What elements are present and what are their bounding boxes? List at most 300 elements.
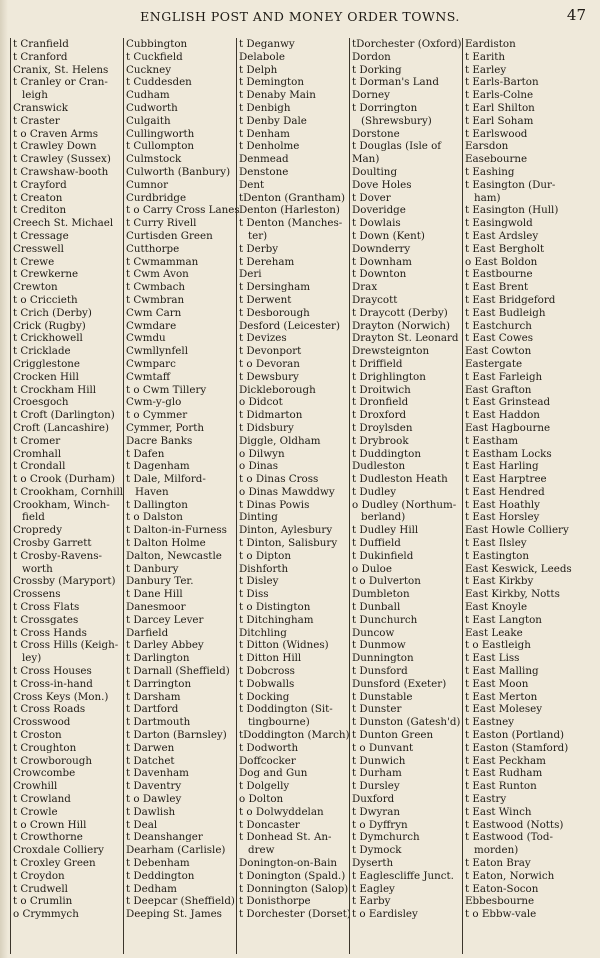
town-entry: t Croydon [13, 869, 65, 882]
town-entry: t Croft (Darlington) [13, 409, 115, 422]
town-entry: t Cranley or Cran- [13, 76, 108, 89]
town-entry: Dordon [352, 50, 391, 63]
town-entry: t Cross Hands [13, 626, 87, 639]
town-entry: t Dartford [126, 703, 179, 716]
town-entry: Dyserth [352, 857, 394, 869]
town-entry: t Croughton [13, 741, 77, 754]
town-entry: t Darcey Lever [126, 613, 204, 626]
town-entry: t Docking [239, 690, 290, 703]
town-entry: t Donington (Spald.) [239, 869, 346, 882]
town-entry: o East Boldon [465, 255, 538, 268]
town-entry: t Eaton, Norwich [465, 869, 555, 882]
town-entry: t Dereham [239, 255, 295, 268]
town-entry: t Easton (Portland) [465, 729, 565, 742]
town-entry: t East Liss [465, 652, 520, 665]
town-entry: t Crosby-Ravens- [13, 549, 103, 562]
town-entry: t o Cwm Tillery [126, 383, 207, 396]
town-entry: t Eastham Locks [465, 447, 552, 460]
town-entry: East Howle Colliery [465, 524, 569, 537]
town-entry: t o Eardisley [352, 908, 418, 921]
town-entry: t Cwmamman [126, 255, 199, 268]
town-entry: (Shrewsbury) [361, 114, 432, 127]
town-entry: t Crich (Derby) [13, 306, 92, 319]
town-entry: t Crediton [13, 204, 67, 217]
town-entry: t Desborough [239, 306, 310, 319]
town-entry: t Droxford [352, 409, 407, 422]
town-entry: Crookham, Winch- [13, 498, 110, 511]
town-entry: ter) [248, 229, 268, 242]
town-entry: t Crawley (Sussex) [13, 153, 111, 166]
town-entry: t East Harptree [465, 473, 547, 486]
town-entry: t Crowle [13, 805, 58, 818]
town-entry: t Droitwich [352, 383, 411, 396]
town-entry: t Eastney [465, 716, 515, 729]
town-entry: t Dymock [352, 844, 402, 857]
town-entry: t Dwyran [352, 805, 400, 818]
town-entry: t Derwent [239, 293, 292, 306]
town-entry: Eastergate [465, 357, 523, 370]
town-entry: t Earls-Barton [465, 76, 539, 89]
town-entry: t Debenham [126, 857, 190, 869]
town-entry: East Kirkby, Notts [465, 588, 560, 601]
town-entry: Crocken Hill [13, 370, 79, 383]
town-entry: t East Runton [465, 780, 537, 793]
town-entry: t Earith [465, 50, 506, 63]
town-entry: Doffcocker [239, 754, 296, 767]
town-entry: Easebourne [465, 153, 528, 166]
town-entry: East Leake [465, 626, 523, 639]
town-entry: t Eaglescliffe Junct. [352, 869, 454, 882]
town-entry: t East Brent [465, 281, 529, 294]
town-entry: Dunnington [352, 652, 414, 665]
town-entry: t Denby Dale [239, 114, 307, 127]
town-entry: t East Hoathly [465, 498, 540, 511]
town-entry: t Croston [13, 729, 62, 742]
town-entry: Drewsteignton [352, 345, 430, 358]
town-entry: Creech St. Michael [13, 217, 114, 230]
town-entry: t Dolgelly [239, 780, 290, 793]
town-entry: Culworth (Banbury) [126, 165, 231, 178]
town-entry: Danbury Ter. [126, 575, 194, 588]
town-entry: Cwmparc [126, 357, 176, 370]
town-entry: Duxford [352, 793, 395, 806]
town-entry: Cromhall [13, 447, 62, 460]
town-entry: o Dudley (Northum- [352, 498, 457, 511]
town-entry: t Dane Hill [126, 588, 183, 601]
town-entry: t Cranford [13, 50, 68, 63]
town-entry: t Darwen [126, 741, 175, 754]
town-entry: t Cwmbran [126, 293, 185, 306]
town-entry: Crowcombe [13, 767, 76, 780]
town-column-4 [349, 38, 462, 954]
town-entry: Cwmdare [126, 319, 177, 332]
town-entry: Cudworth [126, 101, 178, 114]
town-entry: t East Farleigh [465, 370, 543, 383]
town-entry: Cymmer, Porth [126, 421, 205, 434]
town-entry: t East Ilsley [465, 537, 527, 550]
town-entry: Cranswick [13, 101, 68, 114]
town-entry: t Dalton-in-Furness [126, 524, 227, 537]
town-entry: t Dedham [126, 882, 177, 895]
town-entry: t Denaby Main [239, 89, 316, 102]
town-entry: t Dunston (Gatesh'd) [352, 716, 461, 729]
town-entry: t o Craven Arms [13, 127, 99, 140]
town-entry: t Deal [126, 818, 158, 831]
town-entry: t East Haddon [465, 409, 540, 422]
town-entry: t Crickhowell [13, 332, 83, 345]
town-entry: t East Langton [465, 613, 542, 626]
town-entry: Donington-on-Bain [239, 857, 337, 869]
town-entry: t Darnall (Sheffield) [126, 665, 230, 678]
town-entry: t Deddington [126, 869, 195, 882]
town-entry: Cutthorpe [126, 242, 180, 255]
town-entry: t Earlswood [465, 127, 528, 140]
town-entry: t Dorman's Land [352, 76, 439, 89]
town-entry: o Dolton [239, 793, 284, 806]
town-entry: t Datchet [126, 754, 175, 767]
page-number: 47 [566, 6, 586, 24]
town-entry: Croesgoch [13, 396, 69, 409]
town-entry: t Earley [465, 63, 507, 76]
town-entry: t Eastbourne [465, 268, 533, 281]
town-entry: t Ditton (Widnes) [239, 639, 329, 652]
town-entry: t Cross-in-hand [13, 677, 93, 690]
town-entry: o Dinas Mawddwy [239, 485, 335, 498]
town-entry: t Denham [239, 127, 290, 140]
town-entry: t o Crown Hill [13, 818, 87, 831]
town-entry: t Cross Flats [13, 601, 80, 614]
town-entry: t Daventry [126, 780, 182, 793]
town-entry: Cwmdu [126, 332, 166, 345]
town-entry: Denstone [239, 165, 289, 178]
town-entry: Cwm Carn [126, 306, 182, 319]
town-entry: Crosby Garrett [13, 537, 92, 550]
town-entry: t Drighlington [352, 370, 426, 383]
town-entry: Croxdale Colliery [13, 844, 104, 857]
town-entry: t Crondall [13, 460, 66, 473]
town-entry: t Derby [239, 242, 279, 255]
town-entry: t Denholme [239, 140, 300, 153]
town-entry: t Croxley Green [13, 857, 96, 869]
town-entry: Dalton, Newcastle [126, 549, 222, 562]
town-entry: t Delph [239, 63, 278, 76]
town-entry: Darfield [126, 626, 169, 639]
town-entry: Eardiston [465, 38, 516, 50]
town-entry: t Dinton, Salisbury [239, 537, 338, 550]
town-entry: t Downton [352, 268, 407, 281]
town-entry: t Cullompton [126, 140, 195, 153]
town-entry: t Easington (Hull) [465, 204, 559, 217]
town-entry: t Cromer [13, 434, 61, 447]
town-entry: t Crowthorne [13, 831, 83, 844]
town-entry: t Dorking [352, 63, 402, 76]
town-entry: t Diss [239, 588, 269, 601]
town-entry: t Cressage [13, 229, 69, 242]
town-entry: Earsdon [465, 140, 509, 153]
town-entry: t Eastwood (Tod- [465, 831, 553, 844]
town-entry: t Easington (Dur- [465, 178, 556, 191]
town-entry: t o Crook (Durham) [13, 473, 115, 486]
town-entry: Dove Holes [352, 178, 412, 191]
town-entry: Curdbridge [126, 191, 187, 204]
town-entry: Deeping St. James [126, 908, 222, 921]
town-entry: t Crossgates [13, 613, 79, 626]
town-entry: t Easingwold [465, 217, 533, 230]
town-entry: t Earl Shilton [465, 101, 535, 114]
town-entry: t Earl Soham [465, 114, 534, 127]
town-entry: t Dronfield [352, 396, 409, 409]
town-entry: t Duffield [352, 537, 401, 550]
town-entry: t Darlington [126, 652, 190, 665]
town-entry: t o Crumlin [13, 895, 73, 908]
town-entry: t Darsham [126, 690, 181, 703]
town-entry: t Crayford [13, 178, 67, 191]
town-entry: t Dale, Milford- [126, 473, 206, 486]
town-entry: Drayton St. Leonard [352, 332, 459, 345]
town-column-5 [462, 38, 596, 954]
town-entry: t o Eastleigh [465, 639, 531, 652]
town-entry: Crigglestone [13, 357, 81, 370]
town-entry: t o Dunvant [352, 741, 414, 754]
town-entry: Cross Keys (Mon.) [13, 690, 109, 703]
town-entry: Danesmoor [126, 601, 186, 614]
town-entry: t Deganwy [239, 38, 295, 50]
town-column-2 [123, 38, 240, 954]
town-entry: t Dinas Powis [239, 498, 310, 511]
town-entry: t Dunster [352, 703, 402, 716]
town-entry: East Hagbourne [465, 421, 551, 434]
town-entry: Dunsford (Exeter) [352, 677, 447, 690]
town-entry: Man) [352, 153, 380, 166]
town-entry: t Dobwalls [239, 677, 295, 690]
town-entry: t Dobcross [239, 665, 295, 678]
town-entry: t Dudley Hill [352, 524, 419, 537]
town-entry: Dearham (Carlisle) [126, 844, 226, 857]
town-entry: t Crockham Hill [13, 383, 97, 396]
town-entry: t Eagley [352, 882, 395, 895]
town-entry: t Darrington [126, 677, 192, 690]
town-entry: t Disley [239, 575, 279, 588]
town-entry: worth [22, 562, 53, 575]
town-entry: Crowhill [13, 780, 58, 793]
town-entry: Dickleborough [239, 383, 316, 396]
town-entry: t East Bridgeford [465, 293, 556, 306]
town-entry: t East Horsley [465, 511, 540, 524]
town-entry: t Dowlais [352, 217, 401, 230]
town-entry: t East Hendred [465, 485, 545, 498]
town-entry: t Davenham [126, 767, 189, 780]
town-entry: t Dudleston Heath [352, 473, 448, 486]
page-gutter-shadow [0, 0, 8, 958]
town-entry: t Droylsden [352, 421, 413, 434]
town-entry: t Earls-Colne [465, 89, 534, 102]
town-entry: Cwmllynfell [126, 345, 188, 358]
town-entry: t Durham [352, 767, 402, 780]
town-entry: t Dorrington [352, 101, 418, 114]
town-entry: t Darton (Barnsley) [126, 729, 227, 742]
town-entry: Desford (Leicester) [239, 319, 340, 332]
town-entry: t Dudley [352, 485, 397, 498]
town-entry: Diggle, Oldham [239, 434, 321, 447]
town-entry: t Crowborough [13, 754, 92, 767]
town-entry: t Dunsford [352, 665, 408, 678]
town-entry: o Didcot [239, 396, 283, 409]
town-entry: t o Carry Cross Lanes [126, 204, 240, 217]
town-entry: East Keswick, Leeds [465, 562, 572, 575]
town-entry: t Eastry [465, 793, 507, 806]
town-entry: t o Ebbw-vale [465, 908, 537, 921]
town-entry: t East Winch [465, 805, 532, 818]
town-entry: t Cross Roads [13, 703, 86, 716]
town-entry: t Eaton-Socon [465, 882, 539, 895]
town-entry: Drayton (Norwich) [352, 319, 451, 332]
town-entry: t East Bergholt [465, 242, 545, 255]
town-entry: Drax [352, 281, 378, 294]
town-entry: t o Dulverton [352, 575, 421, 588]
town-entry: t o Distington [239, 601, 311, 614]
town-entry: t Down (Kent) [352, 229, 425, 242]
town-entry: t Eaton Bray [465, 857, 531, 869]
town-entry: Dudleston [352, 460, 406, 473]
town-entry: Dog and Gun [239, 767, 308, 780]
town-entry: t Dunchurch [352, 613, 418, 626]
town-entry: t Dawlish [126, 805, 176, 818]
town-entry: t Donisthorpe [239, 895, 311, 908]
town-entry: Crossby (Maryport) [13, 575, 116, 588]
town-entry: Dishforth [239, 562, 289, 575]
town-entry: t Dafen [126, 447, 165, 460]
town-entry: t o Cymmer [126, 409, 188, 422]
town-entry: t East Harling [465, 460, 539, 473]
town-entry: t Dukinfield [352, 549, 414, 562]
town-entry: East Grafton [465, 383, 532, 396]
town-entry: Dinting [239, 511, 278, 524]
town-entry: field [22, 511, 45, 524]
town-entry: t Cricklade [13, 345, 71, 358]
town-entry: t Cuddesden [126, 76, 192, 89]
town-entry: Crewton [13, 281, 58, 294]
town-entry: t Darley Abbey [126, 639, 204, 652]
town-entry: Cwm-y-glo [126, 396, 182, 409]
town-entry: berland) [361, 511, 406, 524]
running-title: ENGLISH POST AND MONEY ORDER TOWNS. [140, 9, 460, 24]
town-entry: Culmstock [126, 153, 182, 166]
town-entry: Cubbington [126, 38, 188, 50]
town-entry: Denmead [239, 153, 289, 166]
town-entry: t Douglas (Isle of [352, 140, 442, 153]
town-entry: t Danbury [126, 562, 179, 575]
town-entry: drew [248, 844, 275, 857]
town-entry: Duncow [352, 626, 395, 639]
town-entry: t Crookham, Cornhill [13, 485, 124, 498]
town-entry: t Devonport [239, 345, 302, 358]
town-entry: t Demington [239, 76, 305, 89]
town-entry: Dorstone [352, 127, 400, 140]
town-entry: Haven [135, 485, 169, 498]
town-entry: t East Molesey [465, 703, 543, 716]
town-entry: o Duloe [352, 562, 392, 575]
town-entry: t o Devoran [239, 357, 300, 370]
town-entry: t Eastwood (Notts) [465, 818, 564, 831]
town-entry: Dorney [352, 89, 390, 102]
town-entry: t East Merton [465, 690, 538, 703]
town-entry: ley) [22, 652, 42, 665]
town-entry: t Eastchurch [465, 319, 532, 332]
town-entry: Cwmtaff [126, 370, 171, 383]
town-entry: t Crewe [13, 255, 55, 268]
town-entry: t Cuckfield [126, 50, 183, 63]
town-entry: Culgaith [126, 114, 171, 127]
page-header [0, 0, 600, 34]
town-entry: Curtisden Green [126, 229, 213, 242]
town-entry: t Cross Hills (Keigh- [13, 639, 119, 652]
town-entry: Cropredy [13, 524, 63, 537]
town-entry: t Crawshaw-booth [13, 165, 109, 178]
town-entry: t o Dyffryn [352, 818, 408, 831]
town-entry: Ditchling [239, 626, 287, 639]
town-entry: t Crowland [13, 793, 71, 806]
town-entry: Crossens [13, 588, 61, 601]
town-entry: t Creaton [13, 191, 63, 204]
town-entry: leigh [22, 89, 48, 102]
town-entry: t Dursley [352, 780, 400, 793]
town-entry: t East Ardsley [465, 229, 539, 242]
town-entry: Cudham [126, 89, 170, 102]
town-entry: t East Cowes [465, 332, 534, 345]
town-entry: t Eastington [465, 549, 529, 562]
town-entry: Ebbesbourne [465, 895, 535, 908]
town-entry: tDenton (Grantham) [239, 191, 345, 204]
town-entry: t Didsbury [239, 421, 294, 434]
town-entry: East Knoyle [465, 601, 528, 614]
town-entry: t Driffield [352, 357, 403, 370]
town-entry: t Dodworth [239, 741, 299, 754]
town-entry: t Denton (Manches- [239, 217, 343, 230]
town-entry: tDorchester (Oxford) [352, 38, 462, 50]
town-entry: t Dunwich [352, 754, 406, 767]
town-entry: t Donhead St. An- [239, 831, 332, 844]
town-entry: o Dinas [239, 460, 279, 473]
town-column-3 [236, 38, 349, 954]
town-entry: t East Rudham [465, 767, 543, 780]
town-entry: Draycott [352, 293, 398, 306]
town-entry: t Curry Rivell [126, 217, 197, 230]
town-entry: t Draycott (Derby) [352, 306, 448, 319]
town-entry: t Deepcar (Sheffield) [126, 895, 235, 908]
town-entry: t Denbigh [239, 101, 291, 114]
town-entry: t Cross Houses [13, 665, 92, 678]
town-entry: t East Kirkby [465, 575, 534, 588]
town-entry: Cuckney [126, 63, 172, 76]
town-entry: t Cranfield [13, 38, 69, 50]
town-entry: t Doddington (Sit- [239, 703, 333, 716]
town-entry: Dent [239, 178, 265, 191]
town-entry: t East Budleigh [465, 306, 546, 319]
town-entry: t Eastham [465, 434, 519, 447]
town-entry: Cumnor [126, 178, 169, 191]
town-entry: Cresswell [13, 242, 64, 255]
town-entry: Cullingworth [126, 127, 195, 140]
town-entry: t East Peckham [465, 754, 546, 767]
town-entry: t Donnington (Salop) [239, 882, 349, 895]
town-entry: t Dunstable [352, 690, 413, 703]
town-entry: t Duddington [352, 447, 421, 460]
town-entry: Crosswood [13, 716, 71, 729]
town-entry: t Dunton Green [352, 729, 434, 742]
town-entry: t Crewkerne [13, 268, 79, 281]
town-entry: t Dallington [126, 498, 188, 511]
town-entry: t Craster [13, 114, 60, 127]
